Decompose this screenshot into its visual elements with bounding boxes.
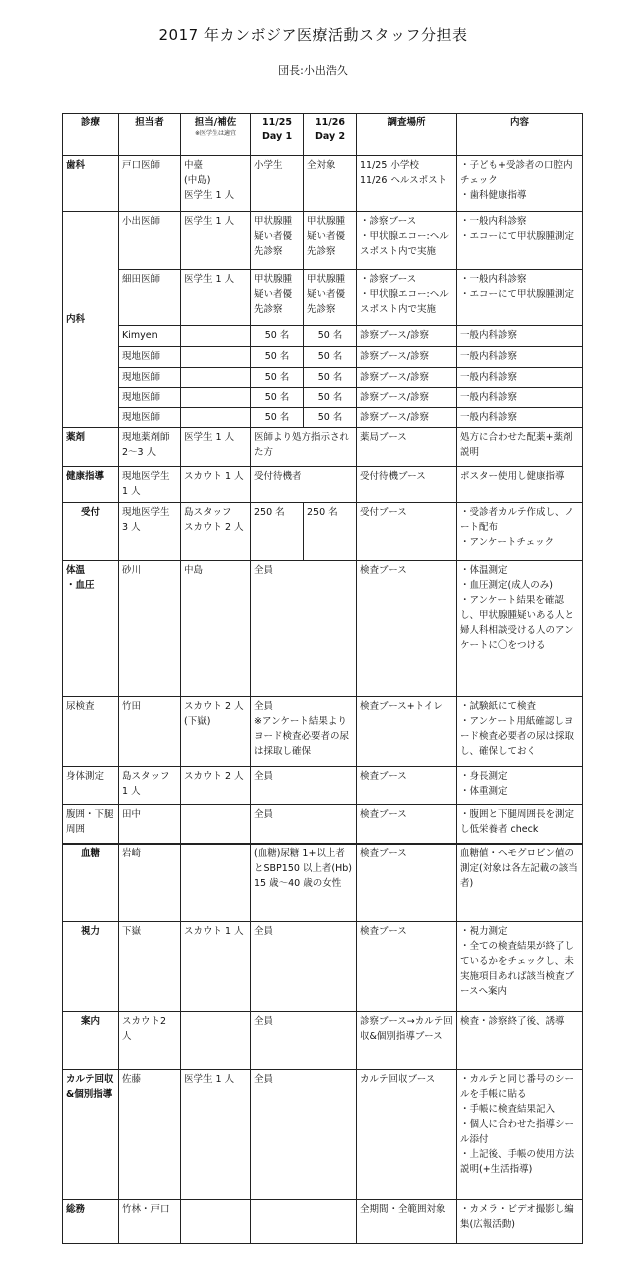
content-cell: ・カメラ・ビデオ撮影し編集(広報活動): [457, 1200, 583, 1244]
assist-cell: [181, 326, 251, 347]
header-day2: 11/26 Day 2: [304, 114, 357, 156]
assist-cell: [181, 805, 251, 845]
person-cell: 小出医師: [119, 212, 181, 270]
dept-cell: 身体測定: [63, 767, 119, 805]
person-cell: 竹林・戸口: [119, 1200, 181, 1244]
content-cell: 一般内科診察: [457, 408, 583, 428]
place-cell: 薬局ブース: [357, 428, 457, 467]
place-cell: 診察ブース/診察: [357, 326, 457, 347]
days-cell: 全員: [251, 561, 357, 697]
place-cell: 検査ブース: [357, 805, 457, 845]
table-row: [63, 156, 583, 212]
place-cell: 受付待機ブース: [357, 467, 457, 503]
day1-cell: 250 名: [251, 503, 304, 561]
place-cell: 検査ブース: [357, 844, 457, 922]
person-cell: 田中: [119, 805, 181, 845]
days-cell: 全員 ※アンケート結果よりヨード検査必要者の尿は採取し確保: [251, 697, 357, 767]
place-cell: 診察ブース/診察: [357, 347, 457, 368]
header-row: [63, 114, 583, 156]
days-cell: (血糖)尿糖 1+以上者とSBP150 以上者(Hb)15 歳〜40 歳の女性: [251, 844, 357, 922]
table-row: [63, 1200, 583, 1244]
table-row: [63, 270, 583, 326]
content-cell: 処方に合わせた配薬+薬剤説明: [457, 428, 583, 467]
days-cell: 医師より処方指示された方: [251, 428, 357, 467]
header-dept: 診療: [63, 114, 119, 156]
place-cell: 診察ブース/診察: [357, 388, 457, 408]
header-assist: 担当/補佐 ※医学生は適宜: [181, 114, 251, 156]
place-cell: 受付ブース: [357, 503, 457, 561]
content-cell: 一般内科診察: [457, 388, 583, 408]
table-row: [63, 368, 583, 388]
days-cell: 全員: [251, 922, 357, 1012]
staff-table-part1: [62, 113, 583, 845]
place-cell: 全期間・全範囲対象: [357, 1200, 457, 1244]
dept-cell: カルテ回収&個別指導: [63, 1070, 119, 1200]
table-row: [63, 212, 583, 270]
place-cell: 検査ブース: [357, 561, 457, 697]
person-cell: Kimyen: [119, 326, 181, 347]
place-cell: カルテ回収ブース: [357, 1070, 457, 1200]
table-row: [63, 1012, 583, 1070]
content-cell: ・受診者カルテ作成し、ノート配布 ・アンケートチェック: [457, 503, 583, 561]
day1-cell: 50 名: [251, 408, 304, 428]
assist-cell: 医学生 1 人: [181, 212, 251, 270]
dept-cell: 総務: [63, 1200, 119, 1244]
team-leader: 団長:小出浩久: [278, 64, 348, 77]
person-cell: 戸口医師: [119, 156, 181, 212]
assist-cell: スカウト 1 人: [181, 467, 251, 503]
dept-cell: 血糖: [63, 844, 119, 922]
dept-cell: 健康指導: [63, 467, 119, 503]
day2-cell: 50 名: [304, 368, 357, 388]
day2-cell: 50 名: [304, 326, 357, 347]
day2-cell: 50 名: [304, 347, 357, 368]
assist-cell: 中臺 (中島) 医学生 1 人: [181, 156, 251, 212]
assist-cell: 医学生 1 人: [181, 1070, 251, 1200]
day2-cell: 全対象: [304, 156, 357, 212]
day1-cell: 甲状腺腫疑い者優先診察: [251, 270, 304, 326]
assist-cell: [181, 368, 251, 388]
person-cell: 砂川: [119, 561, 181, 697]
day2-cell: 甲状腺腫疑い者優先診察: [304, 270, 357, 326]
assist-cell: [181, 1200, 251, 1244]
person-cell: 佐藤: [119, 1070, 181, 1200]
dept-cell: 受付: [63, 503, 119, 561]
person-cell: 竹田: [119, 697, 181, 767]
assist-cell: 医学生 1 人: [181, 270, 251, 326]
table-row: [63, 844, 583, 922]
days-cell: 受付待機者: [251, 467, 357, 503]
day1-cell: 小学生: [251, 156, 304, 212]
header-person: 担当者: [119, 114, 181, 156]
person-cell: 現地医師: [119, 368, 181, 388]
dept-cell: 腹囲・下腿周囲: [63, 805, 119, 845]
place-cell: 11/25 小学校 11/26 ヘルスポスト: [357, 156, 457, 212]
content-cell: 一般内科診察: [457, 368, 583, 388]
day1-cell: 甲状腺腫疑い者優先診察: [251, 212, 304, 270]
content-cell: ・子ども+受診者の口腔内チェック ・歯科健康指導: [457, 156, 583, 212]
day1-cell: 50 名: [251, 368, 304, 388]
assist-cell: [181, 844, 251, 922]
place-cell: 検査ブース+トイレ: [357, 697, 457, 767]
assist-cell: [181, 1012, 251, 1070]
table-row: [63, 561, 583, 697]
place-cell: 診察ブース→カルテ回収&個別指導ブース: [357, 1012, 457, 1070]
assist-cell: スカウト 1 人: [181, 922, 251, 1012]
assist-cell: スカウト 2 人: [181, 767, 251, 805]
person-cell: 現地医師: [119, 388, 181, 408]
table-row: [63, 1070, 583, 1200]
content-cell: 血糖値・ヘモグロビン値の測定(対象は各左記載の該当者): [457, 844, 583, 922]
content-cell: 一般内科診察: [457, 347, 583, 368]
place-cell: 検査ブース: [357, 767, 457, 805]
dept-cell: 案内: [63, 1012, 119, 1070]
place-cell: 検査ブース: [357, 922, 457, 1012]
day2-cell: 甲状腺腫疑い者優先診察: [304, 212, 357, 270]
table-row: [63, 408, 583, 428]
content-cell: ・体温測定 ・血圧測定(成人のみ) ・アンケート結果を確認し、甲状腺腫疑いある人と婦人科相談受ける人のアンケートに〇をつける: [457, 561, 583, 697]
table-row: [63, 767, 583, 805]
assist-cell: 医学生 1 人: [181, 428, 251, 467]
content-cell: ・視力測定 ・全ての検査結果が終了しているかをチェックし、未実施項目あれば該当検査ブースへ案内: [457, 922, 583, 1012]
person-cell: 現地医学生 3 人: [119, 503, 181, 561]
days-cell: 全員: [251, 1012, 357, 1070]
person-cell: 岩崎: [119, 844, 181, 922]
day2-cell: 50 名: [304, 388, 357, 408]
assist-cell: [181, 408, 251, 428]
assist-cell: 中島: [181, 561, 251, 697]
dept-cell: 尿検査: [63, 697, 119, 767]
dept-cell: 薬剤: [63, 428, 119, 467]
days-cell: 全員: [251, 767, 357, 805]
dept-cell: 歯科: [63, 156, 119, 212]
content-cell: ・身長測定 ・体重測定: [457, 767, 583, 805]
dept-cell: 内科: [63, 212, 119, 428]
table-row: [63, 347, 583, 368]
person-cell: 細田医師: [119, 270, 181, 326]
person-cell: 島スタッフ 1 人: [119, 767, 181, 805]
content-cell: ・カルテと同じ番号のシールを手帳に貼る ・手帳に検査結果記入 ・個人に合わせた指導シール添付 ・上記後、手帳の使用方法説明(+生活指導): [457, 1070, 583, 1200]
table-row: [63, 922, 583, 1012]
assist-cell: スカウト 2 人 (下嶽): [181, 697, 251, 767]
person-cell: 下嶽: [119, 922, 181, 1012]
staff-table-part2: [62, 843, 583, 1244]
dept-cell: 視力: [63, 922, 119, 1012]
day1-cell: 50 名: [251, 347, 304, 368]
assist-cell: 島スタッフ スカウト 2 人: [181, 503, 251, 561]
content-cell: ・一般内科診察 ・エコーにて甲状腺腫測定: [457, 212, 583, 270]
content-cell: 検査・診察終了後、誘導: [457, 1012, 583, 1070]
content-cell: ・腹囲と下腿周囲長を測定し低栄養者 check: [457, 805, 583, 845]
table-row: [63, 326, 583, 347]
header-assist-note: ※医学生は適宜: [194, 130, 237, 137]
table-row: [63, 428, 583, 467]
place-cell: ・診察ブース ・甲状腺エコー:ヘルスポスト内で実施: [357, 212, 457, 270]
header-day1: 11/25 Day 1: [251, 114, 304, 156]
content-cell: 一般内科診察: [457, 326, 583, 347]
table-row: [63, 467, 583, 503]
header-place: 調査場所: [357, 114, 457, 156]
day1-cell: 50 名: [251, 388, 304, 408]
content-cell: ・試験紙にて検査 ・アンケート用紙確認しヨード検査必要者の尿は採取し、確保しておく: [457, 697, 583, 767]
person-cell: 現地医学生 1 人: [119, 467, 181, 503]
person-cell: スカウト2 人: [119, 1012, 181, 1070]
days-cell: 全員: [251, 1070, 357, 1200]
person-cell: 現地医師: [119, 347, 181, 368]
table-row: [63, 697, 583, 767]
assist-cell: [181, 347, 251, 368]
dept-cell: 体温 ・血圧: [63, 561, 119, 697]
content-cell: ・一般内科診察 ・エコーにて甲状腺腫測定: [457, 270, 583, 326]
table-row: [63, 805, 583, 845]
table-row: [63, 388, 583, 408]
person-cell: 現地医師: [119, 408, 181, 428]
document-title: 2017 年カンボジア医療活動スタッフ分担表: [158, 26, 468, 44]
header-content: 内容: [457, 114, 583, 156]
place-cell: ・診察ブース ・甲状腺エコー:ヘルスポスト内で実施: [357, 270, 457, 326]
place-cell: 診察ブース/診察: [357, 408, 457, 428]
place-cell: 診察ブース/診察: [357, 368, 457, 388]
person-cell: 現地薬剤師 2〜3 人: [119, 428, 181, 467]
days-cell: [251, 1200, 357, 1244]
days-cell: 全員: [251, 805, 357, 845]
assist-cell: [181, 388, 251, 408]
table-row: [63, 503, 583, 561]
day2-cell: 50 名: [304, 408, 357, 428]
day1-cell: 50 名: [251, 326, 304, 347]
day2-cell: 250 名: [304, 503, 357, 561]
content-cell: ポスター使用し健康指導: [457, 467, 583, 503]
